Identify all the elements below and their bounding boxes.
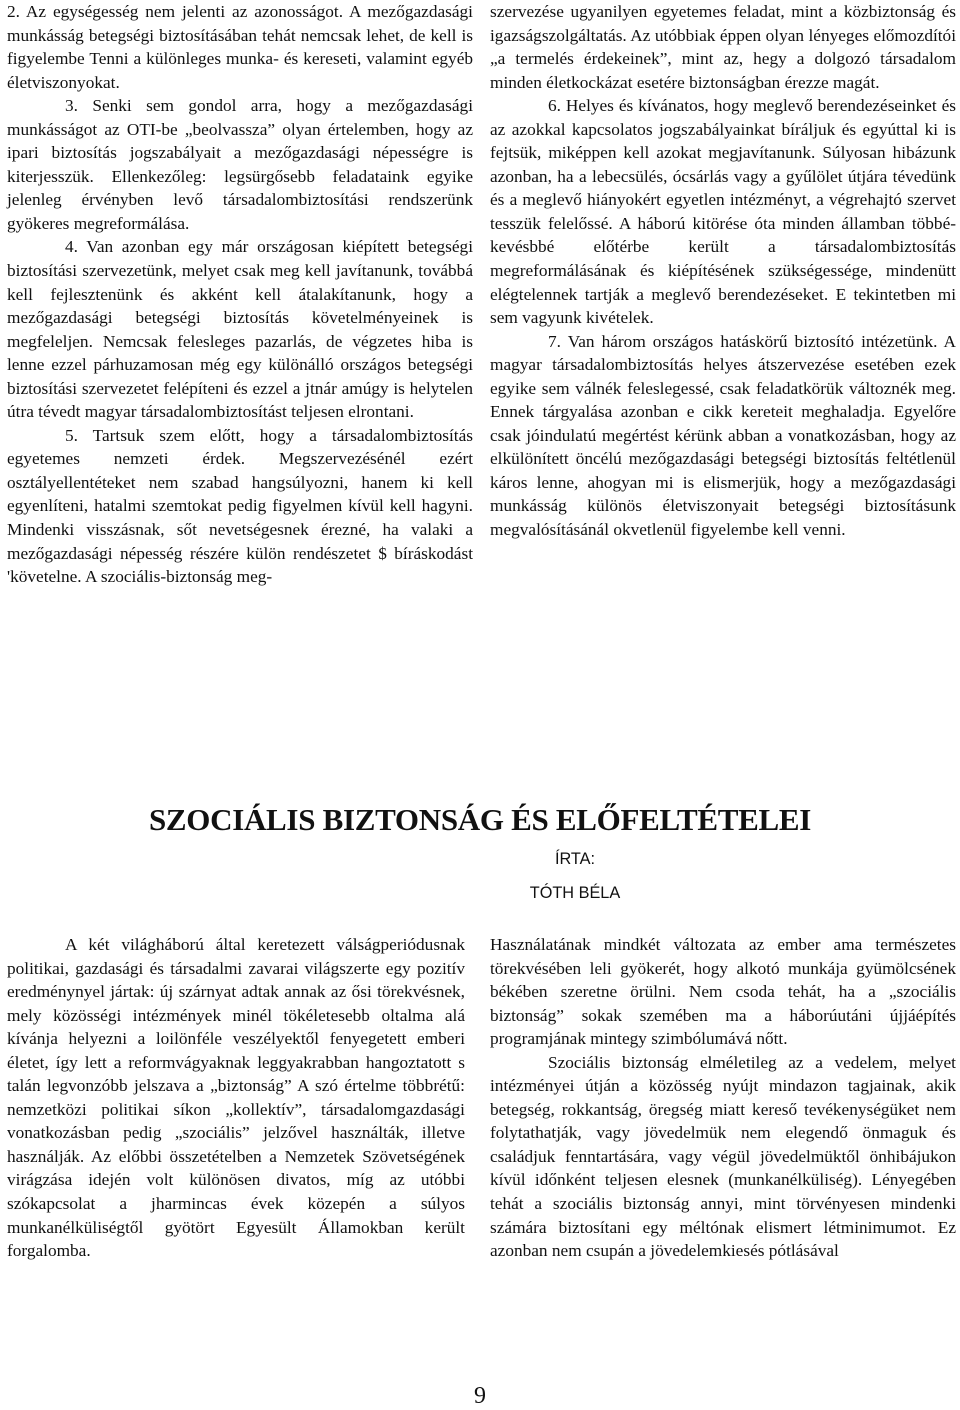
article-title: SZOCIÁLIS BIZTONSÁG ÉS ELŐFELTÉTELEI	[148, 802, 812, 837]
column-top-left	[7, 0, 473, 589]
page-number: 9	[474, 1383, 486, 1409]
paragraph: 3. Senki sem gondol arra, hogy a mezőgazdasági munkásságot az OTI-be „beolvassza” olyan értelemben, hogy az ipari biztosítás jogszabályait a mezőgazdasági népességre is kiterjesszük. Ellenkezőleg: legsürgősebb feladataink egyike jelenleg érvényben levő társadalombiztosítási rendszerünk gyökeres megreformálása.	[7, 96, 473, 233]
column-bottom-right	[490, 933, 956, 1263]
author-name: TÓTH BÉLA	[529, 884, 621, 902]
paragraph: 6. Helyes és kívánatos, hogy meglevő berendezéseinket és az azokkal kapcsolatos jogszabályainkat bíráljuk és egyúttal ki is fejtsük, miképpen kell azokat megjavítanunk. Súlyosan hibázunk azonban, ha a lebecsülés, ócsárlás vagy a gyűlölet útjára tévedünk és a meglevő hiányokért egyetlen intézményt, a végrehajtó szervet tesszük felelőssé. A háború kitörése óta minden államban többé-kevésbbé előtérbe került a társadalombiztosítás megreformálásának és kiépítésének szükségessége, mindenütt elégtelennek tartják a meglevő berendezéseket. E tekintetben mi sem vagyunk kivételek.	[490, 96, 956, 328]
paragraph: 4. Van azonban egy már országosan kiépített betegségi biztosítási szervezetünk, melyet csak meg kell javítanunk, továbbá kell fejlesztenünk és akként kell átalakítanunk, hogy a mezőgazdasági betegségi biztosítás követelményeinek is megfeleljen. Nemcsak felesleges pazarlás, de végzetes hiba is lenne ezzel párhuzamosan még egy különálló országos betegségi biztosítási szervezetet felépíteni és ezzel a jtnár amúgy is helytelen útra tévedt magyar társadalombiztosítást teljesen elrontani.	[7, 237, 473, 422]
paragraph: Szociális biztonság elméletileg az a vedelem, melyet intézményei útján a közösség nyújt mindazon tagjainak, akik betegség, rokkantság, öregség miatt kereső tevékenységüket nem folytathatják, vagy jövedelmük nem elegendő önmaguk és családjuk fenntartására, vagy végül jövedelmüktől önhibájukon kívül időnként teljesen elesnek (munkanélküliség). Lényegében tehát a szociális biztonság annyi, mint törvényesen mindenki számára biztosítani egy méltónak elismert létminimumot. Ez azonban nem csupán a jövedelemkiesés pótlásával	[490, 1052, 956, 1261]
paragraph: 5. Tartsuk szem előtt, hogy a társadalombiztosítás egyetemes nemzeti érdek. Megszervezésénél ezért osztályellentéteket nem szabad hangsúlyozni, hanem ki kell egyenlíteni, hatalmi szemtokat pedig figyelmen kívül kell hagyni. Mindenki visszásnak, sőt nevetségesnek érezné, ha valaki a mezőgazdasági népesség részére külön rendészetet $ bíráskodást 'követelne. A szociális-biztonság meg-	[7, 425, 473, 587]
byline	[0, 848, 960, 904]
paragraph: 2. Az egységesség nem jelenti az azonosságot. A mezőgazdasági munkásság betegségi biztosításában tehát nemcsak lehet, de kell is figyelembe Tenni a különleges munka- és kereseti, valamint egyéb életviszonyokat.	[7, 2, 473, 92]
paragraph: Használatának mindkét változata az ember ama természetes törekvésében leli gyökerét, hogy alkotó munkája gyümölcsének békében szeretne örülni. Nem csoda tehát, ha a „szociális biztonság” sokak szemében ma a háborúutáni újjáépítés programjának mintegy szimbólumává nőtt.	[490, 935, 956, 1049]
paragraph: szervezése ugyanilyen egyetemes feladat, mint a közbiztonság és igazságszolgáltatás. Az utóbbiak éppen olyan lényeges előmozdítói „a termelés érdekeinek”, mint az, hegy a dolgozó társadalom minden életkockázat esetére biztonságban érezze magát.	[490, 2, 956, 92]
paragraph: 7. Van három országos hatáskörű biztosító intézetünk. A magyar társadalombiztosítás helyes átszervezése esetében ezek egyike sem válnék feleslegessé, csak feladatkörük változnék meg. Ennek tárgyalása azonban e cikk kereteit meghaladja. Egyelőre csak jóindulatú megértést kérünk abban a vonatkozásban, hogy az elkülönített öncélú mezőgazdasági betegségi biztosítás feltétlenül káros lenne, ahogyan mi is elismerjük, hogy a mezőgazdasági munkásság különös életviszonyait betegségi biztosításunk megvalósításánál okvetlenül figyelembe kell venni.	[490, 331, 956, 540]
paragraph: A két világháború által keretezett válságperiódusnak politikai, gazdasági és társadalmi zavarai világszerte egy pozitív eredménynyel jártak: új szárnyat adtak annak az ősi törekvésnek, mely közösségi intézmények minél tökéletesebb oltalma alá kívánja helyezni a loilönféle veszélyektől fenyegetett emberi életet, így lett a reformvágyaknak leggyakrabban hangoztatott s talán legvonzóbb jelszava a „biztonság” A szó értelme többrétű: nemzetközi politikai síkon „kollektív”, társadalomgazdasági vonatkozásban pedig „szociális” jelzővel használták, illetve használják. Az előbbi összetételben a Nemzetek Szövetségének virágzása idején volt különösen divatos, míg az utóbbi szókapcsolat a jharmincas évek közepén a súlyos munkanélküliségtől gyötört Egyesült Államokban került forgalomba.	[7, 935, 465, 1261]
column-top-right	[490, 0, 956, 542]
byline-label: ÍRTA:	[554, 850, 596, 868]
column-bottom-left	[7, 933, 465, 1263]
